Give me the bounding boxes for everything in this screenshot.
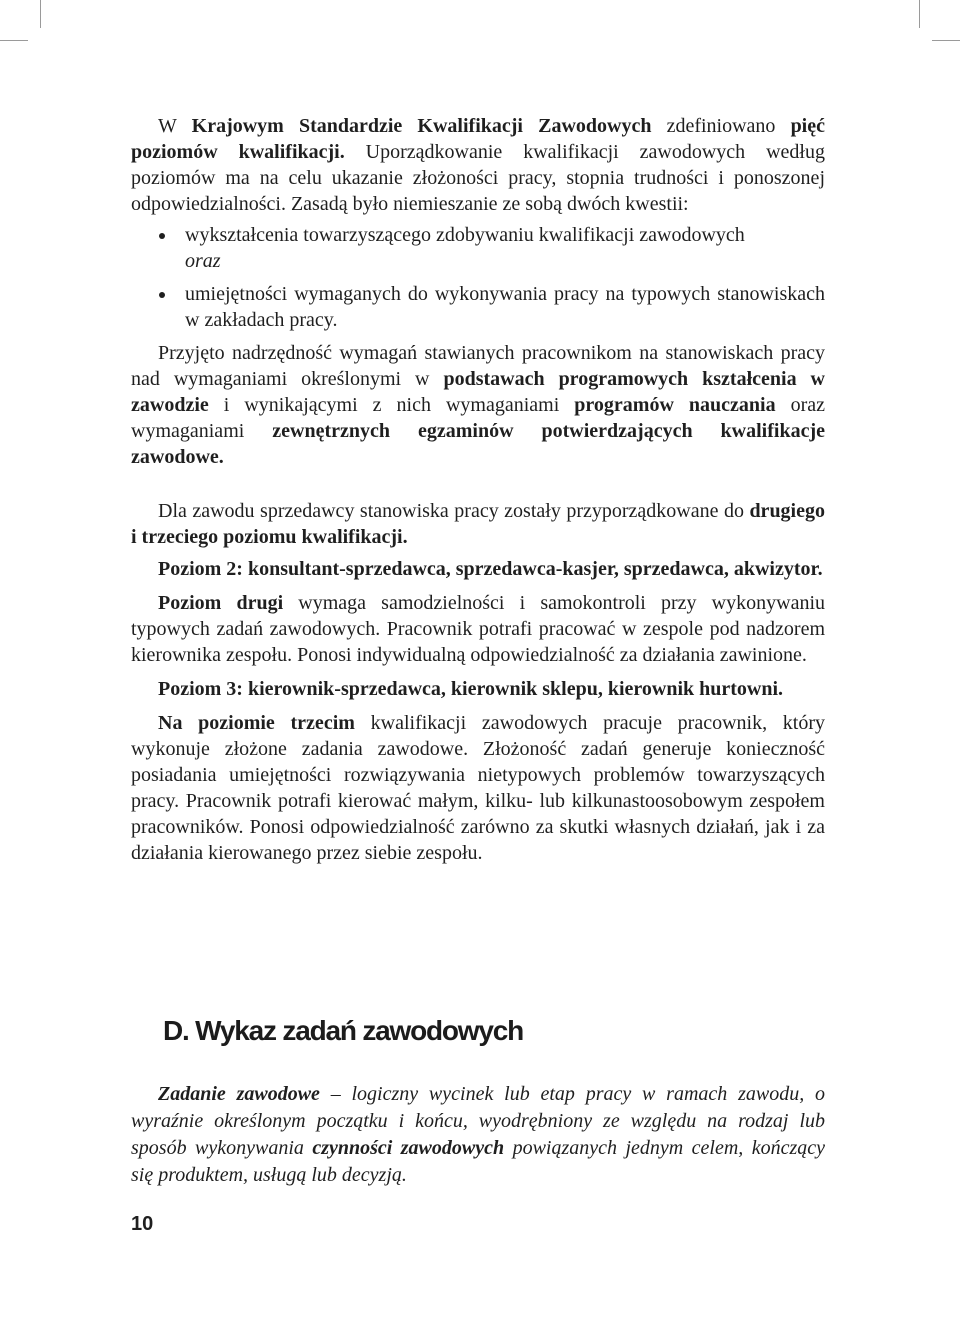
level3-title [131, 676, 825, 702]
level2-paragraph [131, 590, 825, 668]
bold-term: podstawach programowych kształcenia w zawodzie [131, 368, 825, 416]
level2-title [131, 556, 825, 582]
defined-term: Zadanie zawodowe [158, 1083, 320, 1105]
page-number: 10 [131, 1213, 154, 1235]
definition-paragraph [131, 1081, 825, 1189]
body-text [131, 113, 825, 866]
bold-term: Poziom drugi [158, 592, 284, 614]
crop-mark-top-left-horizontal [0, 40, 28, 41]
crop-mark-top-left-vertical [40, 0, 41, 28]
text-run: zdefiniowano [651, 115, 791, 137]
list-item-note: oraz [185, 250, 221, 272]
level2-title-text: Poziom 2: konsultant-sprzedawca, sprzedawca-kasjer, sprzedawca, akwizytor. [158, 558, 823, 580]
crop-mark-top-right-horizontal [932, 40, 960, 41]
text-run: – logiczny wycinek lub etap pracy w ramach zawodu, o wyraźnie określonym początku i końcu, wyodrębniony ze względu na rodzaj lub sposób wykonywania [131, 1083, 825, 1159]
intro-paragraph [131, 113, 825, 217]
section-heading: D. Wykaz zadań zawodowych [163, 1015, 524, 1046]
text-run: kwalifikacji zawodowych pracuje pracownik, który wykonuje złożone zadania zawodowe. Złożoność zadań generuje konieczność posiadania umiejętności rozwiązywania nietypowych problemów towarzyszących pracy. Pracownik potrafi kierować małym, kilku- lub kilkunastoosobowym zespołem pracowników. Ponosi odpowiedzialność zarówno za skutki własnych działań, jak i za działania kierowanego przez siebie zespołu. [131, 712, 826, 864]
criteria-list [131, 222, 825, 333]
bold-term: drugiego i trzeciego poziomu kwalifikacji. [131, 500, 825, 548]
priority-paragraph [131, 340, 825, 470]
list-item [131, 281, 825, 333]
bold-term: Krajowym Standardzie Kwalifikacji Zawodowych [191, 115, 652, 137]
assignment-paragraph [131, 498, 825, 550]
crop-mark-top-right-vertical [919, 0, 920, 28]
text-run: Dla zawodu sprzedawcy stanowiska pracy zostały przyporządkowane do [158, 500, 750, 522]
text-run: Uporządkowanie kwalifikacji zawodowych według poziomów ma na celu ukazanie złożoności pracy, stopnia trudności i ponoszonej odpowiedzialności. Zasadą było niemieszanie ze sobą dwóch kwestii: [131, 141, 825, 215]
list-item [131, 222, 825, 274]
bold-term: Na poziomie trzecim [158, 712, 355, 734]
text-run: oraz wymaganiami [131, 394, 825, 442]
text-run: i wynikającymi z nich wymaganiami [208, 394, 575, 416]
text-run: Przyjęto nadrzędność wymagań stawianych pracownikom na stanowiskach pracy nad wymaganiami określonymi w [131, 342, 825, 390]
bold-term: czynności zawodowych [312, 1137, 505, 1159]
text-run: W [158, 115, 192, 137]
bullet-icon [159, 292, 165, 298]
level3-title-text: Poziom 3: kierownik-sprzedawca, kierownik sklepu, kierownik hurtowni. [158, 678, 784, 700]
text-run: wymaga samodzielności i samokontroli przy wykonywaniu typowych zadań zawodowych. Pracownik potrafi pracować w zespole pod nadzorem kierownika zespołu. Ponosi indywidualną odpowiedzialność za działania zawinione. [131, 592, 825, 666]
bold-term: zewnętrznych egzaminów potwierdzających kwalifikacje zawodowe. [131, 420, 825, 468]
text-run: powiązanych jednym celem, kończący się produktem, usługą lub decyzją. [131, 1137, 826, 1186]
level3-paragraph [131, 710, 825, 866]
list-item-text: umiejętności wymaganych do wykonywania pracy na typowych stanowiskach w zakładach pracy. [185, 283, 825, 331]
bullet-icon [159, 233, 165, 239]
list-item-text: wykształcenia towarzyszącego zdobywaniu kwalifikacji zawodowych [185, 224, 745, 246]
bold-term: pięć poziomów kwalifikacji. [131, 115, 825, 163]
bold-term: programów nauczania [574, 394, 776, 416]
